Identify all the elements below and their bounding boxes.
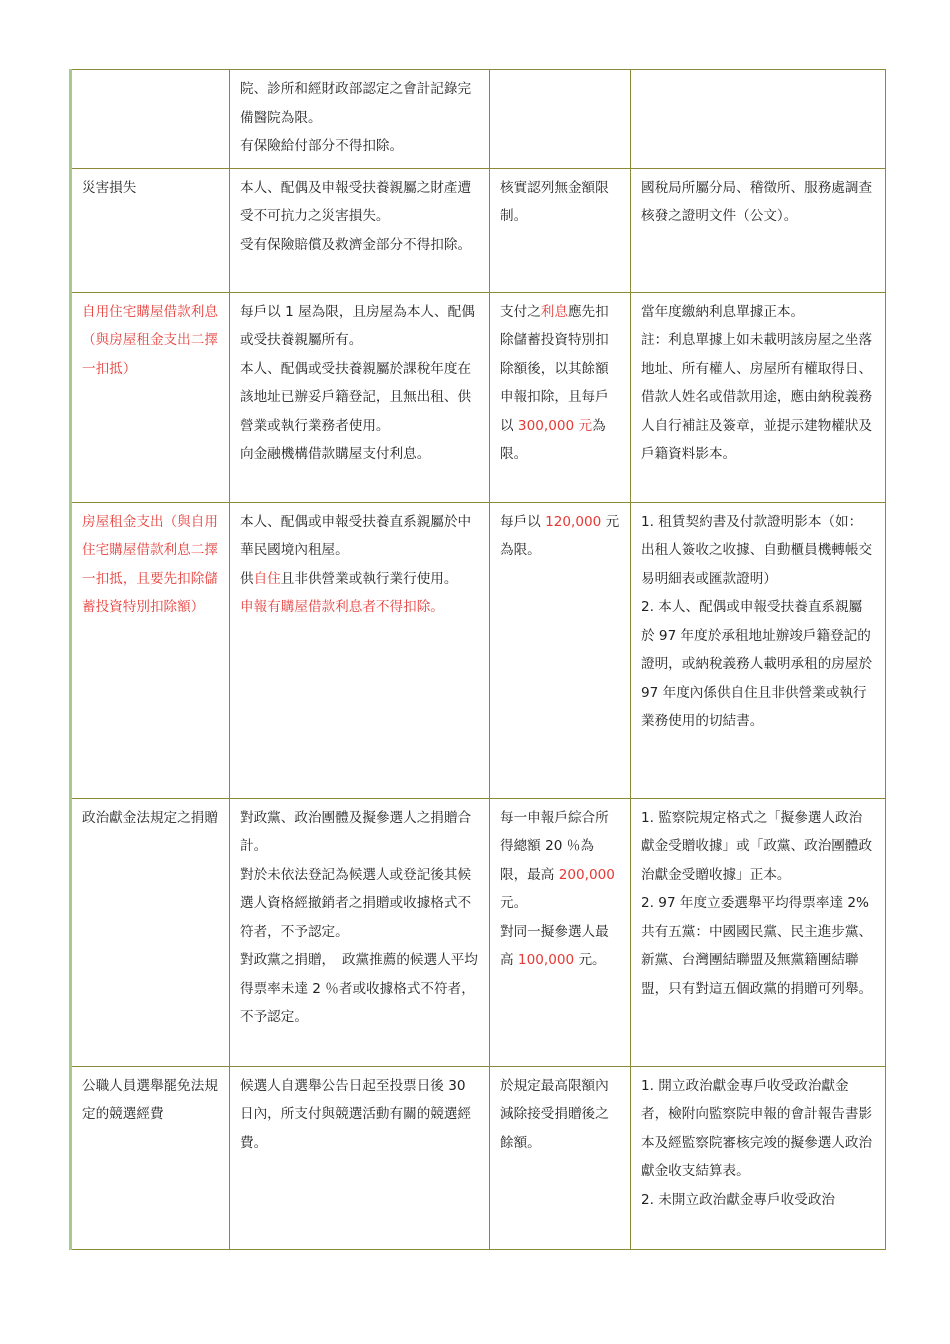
cell-paragraph [641, 1072, 875, 1186]
text-segment: 候選人自選舉公告日起至投票日後 30 日內，所支付與競選活動有關的競選經費。 [240, 1077, 472, 1151]
documents-cell [631, 70, 886, 169]
cell-paragraph [641, 298, 875, 327]
text-segment: 2. 97 年度立委選舉平均得票率達 2% 共有五黨：中國國民黨、民主進步黨、新黨、台灣團結聯盟及無黨籍團結聯盟，只有對這五個政黨的捐贈可列舉。 [641, 895, 873, 997]
cell-paragraph [240, 861, 479, 947]
cell-paragraph [240, 804, 479, 861]
highlight-text: 申報有購屋借款利息者不得扣除。 [240, 599, 444, 615]
text-segment: 國稅局所屬分局、稽徵所、服務處調查核發之證明文件（公文）。 [641, 179, 873, 224]
limit-cell [490, 798, 631, 1066]
text-segment: 1. 監察院規定格式之「擬參選人政治獻金受贈收據」或「政黨、政治團體政治獻金受贈收據」正本。 [641, 809, 873, 883]
conditions-cell [230, 1066, 490, 1249]
highlight-text: 自用住宅購屋借款利息 （與房屋租金支出二擇一扣抵） [82, 303, 232, 377]
text-segment: 元。 [574, 952, 606, 968]
item-cell [71, 502, 230, 798]
cell-paragraph [641, 1186, 875, 1215]
text-segment: 每戶以 1 屋為限，且房屋為本人、配偶或受扶養親屬所有。 [240, 303, 475, 348]
conditions-cell [230, 70, 490, 169]
limit-cell [490, 292, 631, 502]
highlight-text: 利息 [540, 303, 568, 320]
cell-paragraph [641, 889, 875, 1003]
text-segment: 政治獻金法規定之捐贈 [82, 809, 218, 826]
highlight-text: 200,000 [558, 866, 615, 883]
limit-cell [490, 502, 631, 798]
item-cell [71, 292, 230, 502]
conditions-cell [230, 168, 490, 292]
cell-paragraph [240, 355, 479, 441]
cell-paragraph [240, 298, 479, 355]
limit-cell [490, 168, 631, 292]
cell-paragraph [240, 174, 479, 231]
cell-paragraph [641, 593, 875, 736]
text-segment: 1. 租賃契約書及付款證明影本（如：出租人簽收之收據、自動櫃員機轉帳交易明細表或匯款證明） [641, 513, 873, 587]
text-segment: 本人、配偶或申報受扶養直系親屬於中華民國境內租屋。 [240, 513, 472, 558]
text-segment: 對政黨、政治團體及擬參選人之捐贈合計。 [240, 809, 472, 854]
limit-cell [490, 1066, 631, 1249]
cell-paragraph [240, 565, 479, 594]
item-cell [71, 798, 230, 1066]
documents-cell [631, 1066, 886, 1249]
table-row [71, 1066, 886, 1249]
highlight-text: 300,000 元 [517, 417, 593, 434]
conditions-cell [230, 502, 490, 798]
text-segment: 對於未依法登記為候選人或登記後其候選人資格經撤銷者之捐贈或收據格式不符者，不予認定。 [240, 866, 472, 940]
table-row [71, 70, 886, 169]
text-segment: 核實認列無金額限制。 [500, 179, 609, 224]
highlight-text: 120,000 [545, 513, 602, 530]
text-segment: 應先扣除儲蓄投資特別扣除額後，以其餘額申報扣除，且每戶以 [500, 303, 609, 434]
text-segment: 且非供營業或執行業行使用。 [280, 570, 458, 587]
item-cell [71, 70, 230, 169]
cell-paragraph [240, 946, 479, 1032]
text-segment: 2. 未開立政治獻金專戶收受政治 [641, 1191, 836, 1208]
text-segment: 於規定最高限額內減除接受捐贈後之餘額。 [500, 1077, 609, 1151]
table-row [71, 798, 886, 1066]
cell-paragraph [641, 508, 875, 594]
cell-paragraph [500, 508, 620, 565]
cell-paragraph [641, 174, 875, 231]
highlight-text: 自住 [253, 570, 281, 587]
documents-cell [631, 168, 886, 292]
text-segment: 本人、配偶或受扶養親屬於課稅年度在該地址已辦妥戶籍登記，且無出租、供營業或執行業務者使用。 [240, 360, 472, 434]
text-segment: 本人、配偶及申報受扶養親屬之財產遭受不可抗力之災害損失。 [240, 179, 472, 224]
cell-paragraph [240, 508, 479, 565]
cell-paragraph [500, 804, 620, 918]
highlight-text: 100,000 [517, 952, 575, 968]
text-segment: 元為限。 [500, 513, 620, 558]
cell-paragraph [240, 75, 479, 132]
text-segment: 元。 [500, 895, 528, 911]
documents-cell [631, 292, 886, 502]
text-segment: 供 [240, 570, 254, 587]
item-cell [71, 1066, 230, 1249]
text-segment: 為限。 [500, 417, 606, 462]
cell-paragraph [240, 440, 479, 469]
text-segment: 1. 開立政治獻金專戶收受政治獻金者，檢附向監察院申報的會計報告書影本及經監察院審核完竣的擬參選人政治獻金收支結算表。 [641, 1077, 873, 1179]
text-segment: 註：利息單據上如未載明該房屋之坐落地址、所有權人、房屋所有權取得日、借款人姓名或借款用途，應由納稅義務人自行補註及簽章，並提示建物權狀及戶籍資料影本。 [641, 332, 873, 462]
text-segment: 支付之 [500, 303, 541, 320]
text-segment: 向金融機構借款購屋支付利息。 [240, 446, 431, 462]
cell-paragraph [240, 231, 479, 260]
limit-cell [490, 70, 631, 169]
cell-paragraph [500, 298, 620, 469]
conditions-cell [230, 798, 490, 1066]
deduction-table [69, 69, 886, 1250]
text-segment: 災害損失 [82, 179, 137, 196]
conditions-cell [230, 292, 490, 502]
table-row [71, 168, 886, 292]
table-row [71, 292, 886, 502]
text-segment: 對同一擬參選人最高 [500, 923, 609, 968]
text-segment: 公職人員選舉罷免法規定的競選經費 [82, 1077, 218, 1122]
text-segment: 受有保險賠償及救濟金部分不得扣除。 [240, 236, 472, 253]
text-segment: 院、診所和經財政部認定之會計記錄完備醫院為限。 [240, 81, 472, 126]
cell-paragraph [240, 1072, 479, 1158]
highlight-text: 房屋租金支出（與自用住宅購屋借款利息二擇一扣抵，且要先扣除儲蓄投資特別扣除額） [82, 513, 218, 615]
text-segment: 當年度繳納利息單據正本。 [641, 303, 805, 320]
table-row [71, 502, 886, 798]
text-segment: 每戶以 [500, 513, 546, 530]
documents-cell [631, 502, 886, 798]
cell-paragraph [500, 1072, 620, 1158]
cell-paragraph [500, 174, 620, 231]
documents-cell [631, 798, 886, 1066]
text-segment: 有保險給付部分不得扣除。 [240, 138, 404, 154]
cell-paragraph [641, 326, 875, 469]
text-segment: 對政黨之捐贈， 政黨推薦的候選人平均得票率未達 2 ％者或收據格式不符者，不予認定。 [240, 952, 478, 1025]
text-segment: 2. 本人、配偶或申報受扶養直系親屬於 97 年度於承租地址辦竣戶籍登記的證明，或納稅義務人載明承租的房屋於 97 年度內係供自住且非供營業或執行業務使用的切結書。 [641, 599, 873, 729]
text-segment: 每一申報戶綜合所得總額 20 ％為限，最高 [500, 809, 609, 883]
cell-paragraph [641, 804, 875, 890]
cell-paragraph [240, 593, 479, 622]
cell-paragraph [500, 918, 620, 975]
cell-paragraph [240, 132, 479, 161]
item-cell [71, 168, 230, 292]
